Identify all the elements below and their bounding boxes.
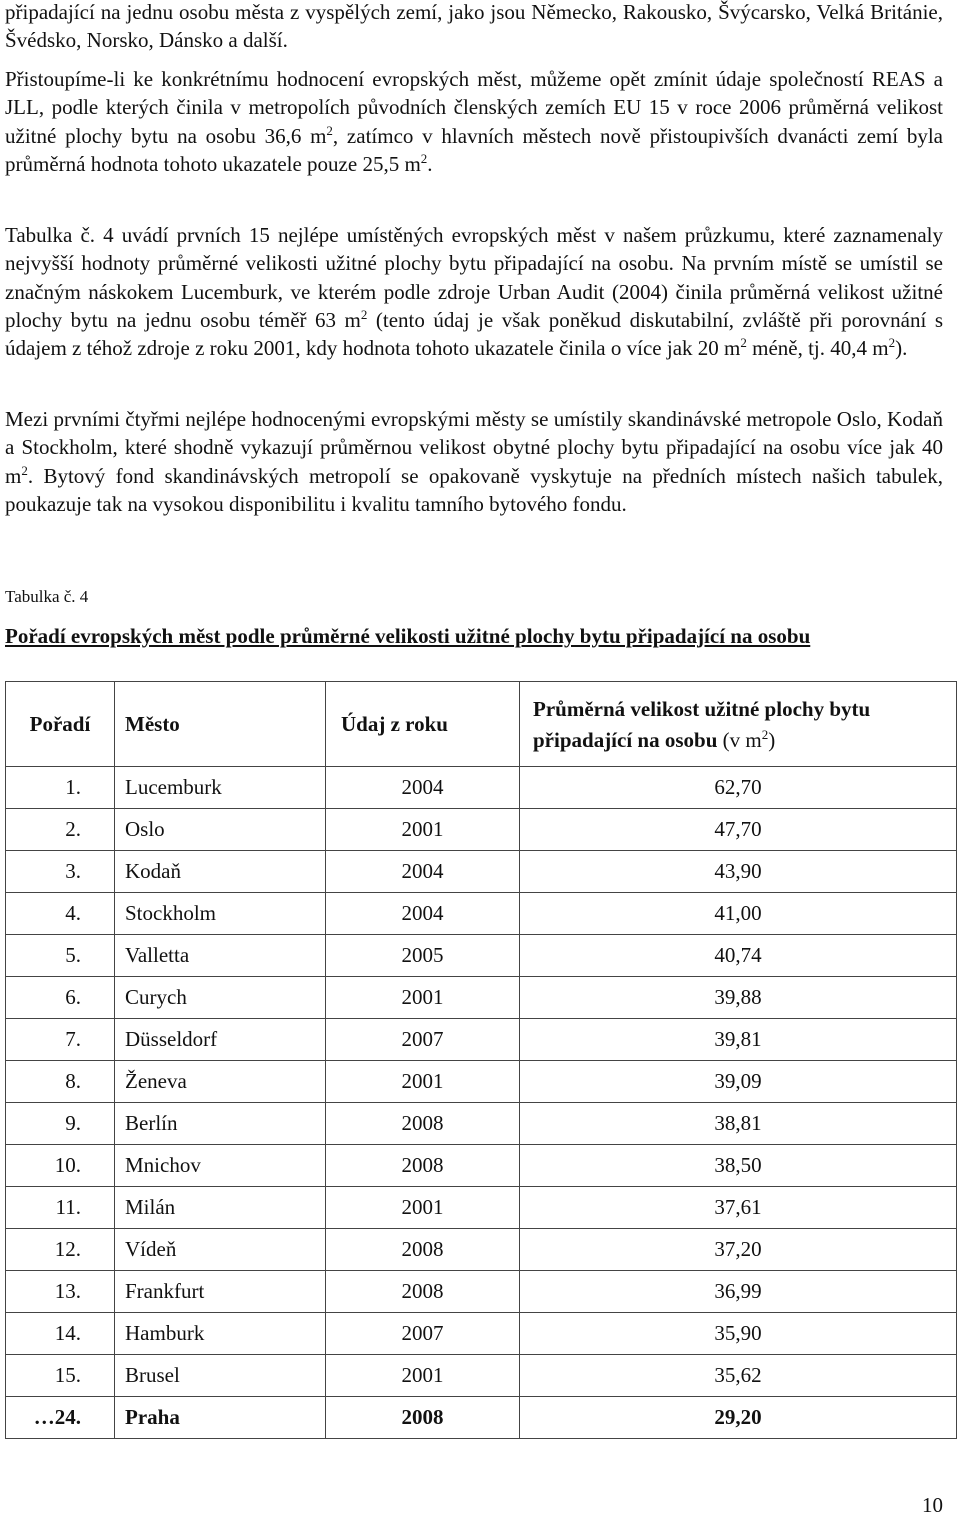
superscript: 2 — [420, 150, 428, 166]
paragraph-text: , zatímco v hlavních městech nově přistoupivších dvanácti zemí byla průměrná hodnota tohoto ukazatele pouze 25,5 m — [5, 123, 943, 176]
superscript: 2 — [888, 335, 896, 351]
cell-city: Hamburk — [115, 1313, 326, 1355]
cell-year: 2008 — [326, 1229, 520, 1271]
paragraph-text: . Bytový fond skandinávských metropolí se opakovaně vyskytuje na předních místech našich tabulek, poukazuje tak na vysokou disponibilitu i kvalitu tamního bytového fondu. — [5, 463, 943, 516]
cell-year: 2008 — [326, 1145, 520, 1187]
table-row — [6, 767, 957, 809]
table-row-highlight — [6, 1397, 957, 1439]
cell-city: Oslo — [115, 809, 326, 851]
table-row — [6, 1271, 957, 1313]
table-row — [6, 1103, 957, 1145]
cell-rank: 5. — [6, 935, 115, 977]
cell-rank: 2. — [6, 809, 115, 851]
cell-city: Berlín — [115, 1103, 326, 1145]
cell-area: 36,99 — [520, 1271, 957, 1313]
cell-year: 2005 — [326, 935, 520, 977]
cell-rank: 15. — [6, 1355, 115, 1397]
table-row — [6, 1313, 957, 1355]
cell-area: 37,61 — [520, 1187, 957, 1229]
table-row — [6, 1229, 957, 1271]
cell-area: 37,20 — [520, 1229, 957, 1271]
cell-area: 40,74 — [520, 935, 957, 977]
paragraph-text: . — [427, 151, 433, 176]
cell-area: 62,70 — [520, 767, 957, 809]
table-row — [6, 809, 957, 851]
paragraph-table-intro — [5, 221, 943, 362]
cell-rank: 12. — [6, 1229, 115, 1271]
table-title-text: Pořadí evropských měst podle průměrné velikosti užitné plochy bytu připadající na osobu — [5, 624, 811, 648]
cell-year: 2001 — [326, 1187, 520, 1229]
table-row — [6, 851, 957, 893]
cell-city: Stockholm — [115, 893, 326, 935]
table-row — [6, 1187, 957, 1229]
header-area — [520, 682, 957, 767]
table-title — [5, 622, 885, 651]
cell-city: Ženeva — [115, 1061, 326, 1103]
cell-city: Brusel — [115, 1355, 326, 1397]
table-row — [6, 1061, 957, 1103]
header-year: Údaj z roku — [326, 682, 520, 767]
cell-city: Frankfurt — [115, 1271, 326, 1313]
header-city: Město — [115, 682, 326, 767]
city-ranking-table — [5, 681, 957, 1439]
table-row — [6, 1145, 957, 1187]
cell-area: 41,00 — [520, 893, 957, 935]
cell-year: 2008 — [326, 1397, 520, 1439]
cell-rank: 1. — [6, 767, 115, 809]
cell-rank: 14. — [6, 1313, 115, 1355]
table-row — [6, 893, 957, 935]
paragraph-intro-text: připadající na jednu osobu města z vyspělých zemí, jako jsou Německo, Rakousko, Švýcarsko, Velká Británie, Švédsko, Norsko, Dánsko a další. — [5, 0, 943, 53]
cell-area: 39,09 — [520, 1061, 957, 1103]
header-area-unit-close: ) — [768, 727, 776, 752]
cell-area: 35,90 — [520, 1313, 957, 1355]
cell-year: 2004 — [326, 893, 520, 935]
table-row — [6, 1019, 957, 1061]
cell-year: 2007 — [326, 1019, 520, 1061]
cell-area: 38,50 — [520, 1145, 957, 1187]
cell-area: 43,90 — [520, 851, 957, 893]
page-number: 10 — [922, 1493, 943, 1517]
paragraph-text: (tento údaj je však poněkud diskutabilní, zvláště při porovnání s údajem z téhož zdroje z roku 2001, kdy hodnota tohoto ukazatele činila o více jak 20 m — [5, 307, 943, 361]
table-row — [6, 977, 957, 1019]
cell-rank: …24. — [6, 1397, 115, 1439]
paragraph-text: Mezi prvními čtyřmi nejlépe hodnocenými evropskými městy se umístily skandinávské metropole Oslo, Kodaň a Stockholm, které shodně vykazují průměrnou velikost obytné plochy bytu připadající na osobu více jak 40 m — [5, 407, 943, 488]
cell-rank: 8. — [6, 1061, 115, 1103]
table-row — [6, 935, 957, 977]
cell-area: 39,81 — [520, 1019, 957, 1061]
cell-year: 2008 — [326, 1271, 520, 1313]
superscript: 2 — [21, 462, 28, 478]
cell-rank: 3. — [6, 851, 115, 893]
header-area-unit: (v m — [717, 727, 762, 752]
cell-city: Curych — [115, 977, 326, 1019]
header-area-unit-sup: 2 — [761, 726, 769, 742]
paragraph-text: Přistoupíme-li ke konkrétnímu hodnocení evropských měst, můžeme opět zmínit údaje společností REAS a JLL, podle kterých činila v metropolích původních členských zemích EU 15 v roce 2006 průměrná velikost užitné plochy bytu na osobu 36,6 m — [5, 67, 943, 148]
cell-city: Praha — [115, 1397, 326, 1439]
cell-year: 2008 — [326, 1103, 520, 1145]
cell-city: Kodaň — [115, 851, 326, 893]
paragraph-text: ). — [895, 336, 908, 361]
table-body — [6, 767, 957, 1439]
table-header-row — [6, 682, 957, 767]
cell-rank: 6. — [6, 977, 115, 1019]
cell-city: Lucemburk — [115, 767, 326, 809]
cell-area: 39,88 — [520, 977, 957, 1019]
header-rank: Pořadí — [6, 682, 115, 767]
cell-city: Vídeň — [115, 1229, 326, 1271]
cell-year: 2001 — [326, 1061, 520, 1103]
cell-year: 2004 — [326, 851, 520, 893]
cell-year: 2004 — [326, 767, 520, 809]
table-row — [6, 1355, 957, 1397]
paragraph-text: méně, tj. 40,4 m — [746, 336, 889, 361]
paragraph-scandinavia — [5, 405, 943, 518]
cell-year: 2001 — [326, 1355, 520, 1397]
cell-rank: 11. — [6, 1187, 115, 1229]
cell-area: 29,20 — [520, 1397, 957, 1439]
cell-city: Milán — [115, 1187, 326, 1229]
superscript: 2 — [360, 306, 368, 322]
cell-area: 35,62 — [520, 1355, 957, 1397]
paragraph-text: Tabulka č. 4 uvádí prvních 15 nejlépe umístěných evropských měst v našem průzkumu, které zaznamenaly nejvyšší hodnoty průměrné velikosti užitné plochy bytu připadající na osobu. Na prvním místě se umístil se značným náskokem Lucemburk, ve kterém podle zdroje Urban Audit (2004) činila průměrná velikost užitné plochy bytu na jednu osobu téměř 63 m — [5, 223, 943, 332]
cell-city: Mnichov — [115, 1145, 326, 1187]
paragraph-intro — [5, 0, 943, 55]
cell-area: 38,81 — [520, 1103, 957, 1145]
cell-year: 2001 — [326, 977, 520, 1019]
cell-rank: 4. — [6, 893, 115, 935]
header-area-label: Průměrná velikost užitné plochy bytu připadající na osobu — [533, 696, 871, 752]
cell-city: Düsseldorf — [115, 1019, 326, 1061]
cell-area: 47,70 — [520, 809, 957, 851]
superscript: 2 — [326, 122, 333, 138]
cell-year: 2001 — [326, 809, 520, 851]
cell-year: 2007 — [326, 1313, 520, 1355]
cell-rank: 9. — [6, 1103, 115, 1145]
cell-city: Valletta — [115, 935, 326, 977]
cell-rank: 7. — [6, 1019, 115, 1061]
cell-rank: 10. — [6, 1145, 115, 1187]
paragraph-reas-jll — [5, 65, 943, 178]
table-caption: Tabulka č. 4 — [5, 587, 89, 606]
cell-rank: 13. — [6, 1271, 115, 1313]
superscript: 2 — [740, 335, 747, 351]
